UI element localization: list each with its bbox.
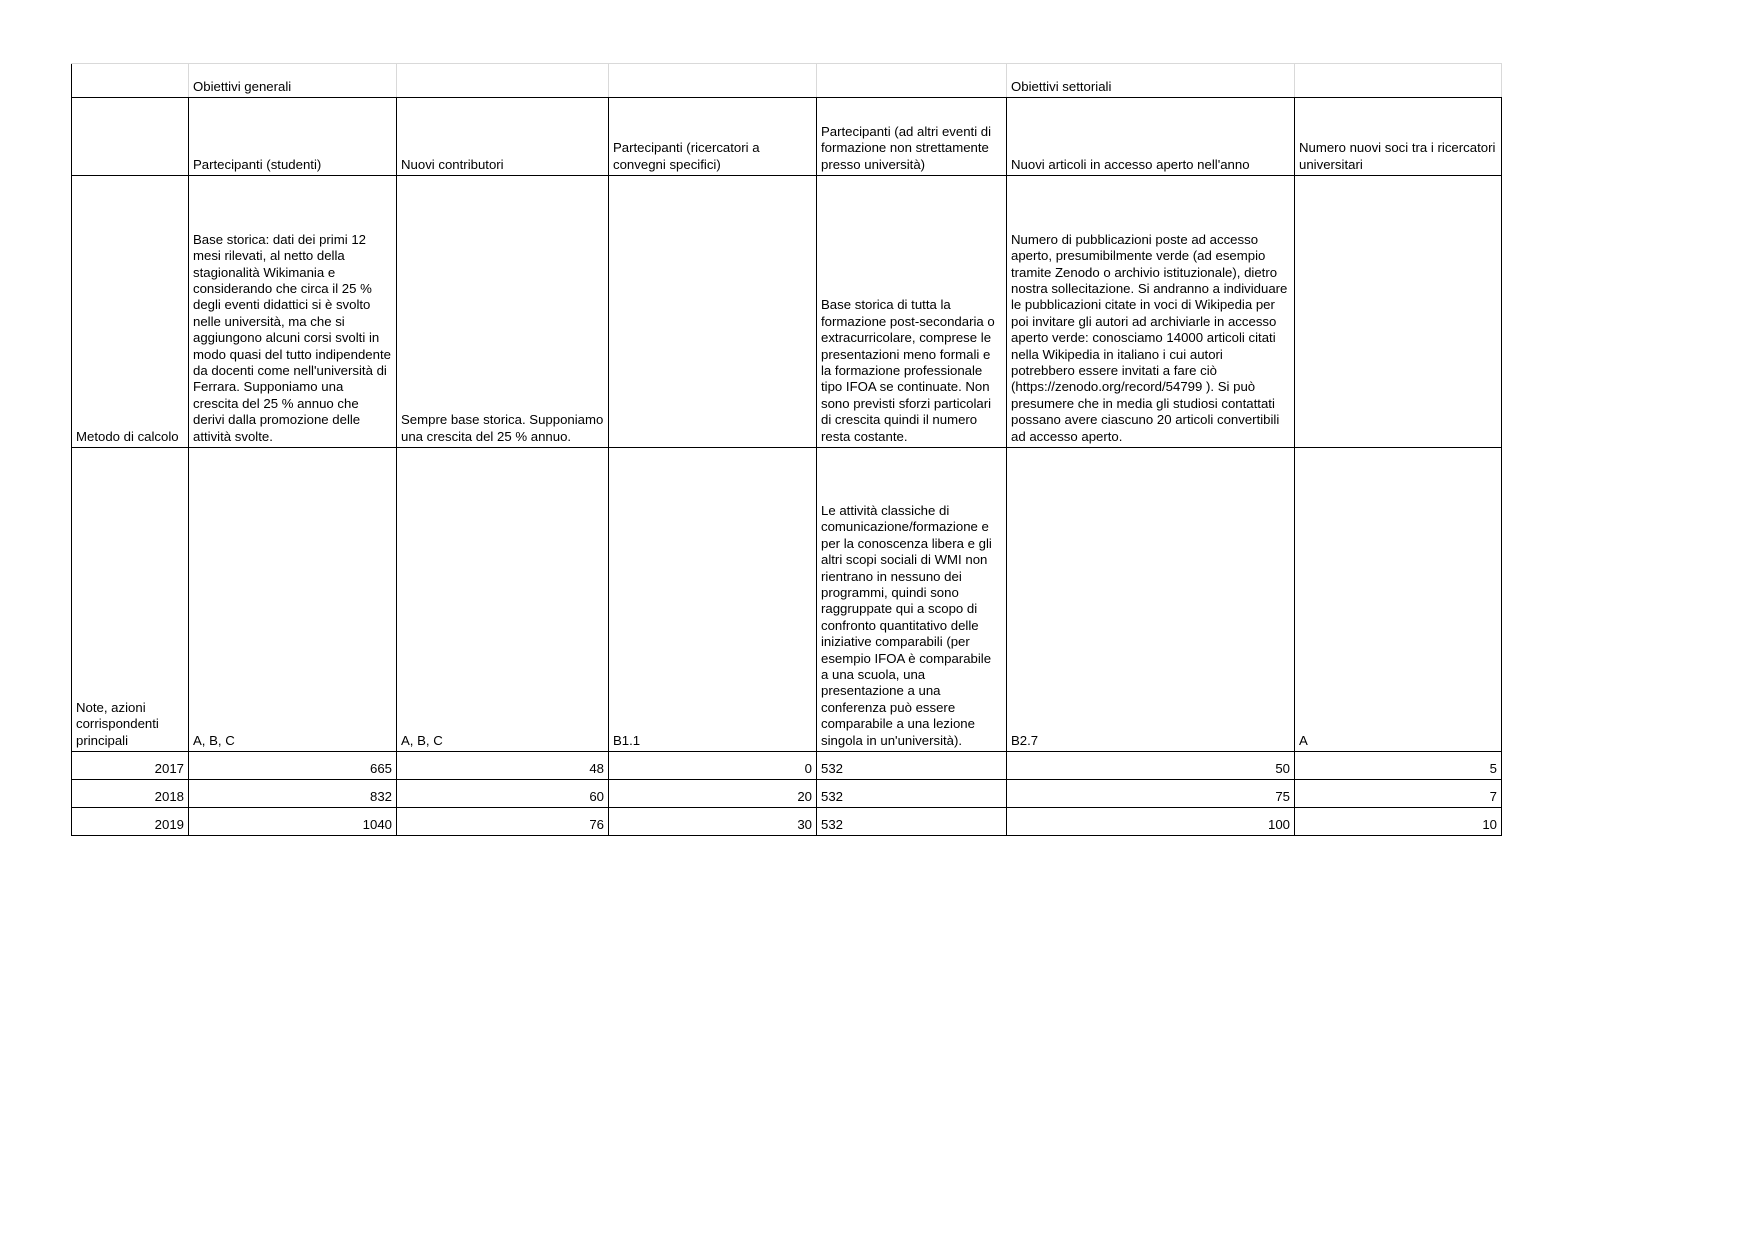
group-header-spacer-2 (609, 64, 817, 98)
table-row (72, 752, 1502, 780)
data-partecipanti-altri-eventi: 532 (817, 808, 1007, 836)
data-year: 2019 (72, 808, 189, 836)
data-partecipanti-studenti: 832 (189, 780, 397, 808)
metodo-nuovi-soci (1295, 176, 1502, 448)
data-nuovi-soci: 10 (1295, 808, 1502, 836)
column-header-partecipanti-studenti: Partecipanti (studenti) (189, 98, 397, 176)
metodo-nuovi-articoli: Numero di pubblicazioni poste ad accesso aperto, presumibilmente verde (ad esempio tramite Zenodo o archivio istituzionale), dietro nostra sollecitazione. Si andranno a individuare le pubblicazioni citate in voci di Wikipedia per poi invitare gli autori ad archiviarle in accesso aperto verde: conosciamo 14000 articoli citati nella Wikipedia in italiano i cui autori potrebbero essere invitati a fare ciò (https://zenodo.org/record/54799 ). Si può presumere che in media gli studiosi contattati possano avere ciascuno 20 articoli convertibili ad accesso aperto. (1007, 176, 1295, 448)
data-year: 2018 (72, 780, 189, 808)
metodo-partecipanti-studenti: Base storica: dati dei primi 12 mesi rilevati, al netto della stagionalità Wikimania e considerando che circa il 25 % degli eventi didattici si è svolto nelle università, ma che si aggiungono alcuni corsi svolti in modo quasi del tutto indipendente da docenti come nell'università di Ferrara. Supponiamo una crescita del 25 % annuo che derivi dalla promozione delle attività svolte. (189, 176, 397, 448)
group-header-spacer-1 (397, 64, 609, 98)
data-partecipanti-studenti: 1040 (189, 808, 397, 836)
row-label-note-azioni: Note, azioni corrispondenti principali (72, 448, 189, 752)
column-header-nuovi-soci: Numero nuovi soci tra i ricercatori universitari (1295, 98, 1502, 176)
column-header-nuovi-contributori: Nuovi contributori (397, 98, 609, 176)
data-nuovi-contributori: 48 (397, 752, 609, 780)
group-header-spacer-4 (1295, 64, 1502, 98)
data-nuovi-contributori: 60 (397, 780, 609, 808)
data-nuovi-soci: 5 (1295, 752, 1502, 780)
group-header-obiettivi-generali: Obiettivi generali (189, 64, 397, 98)
data-partecipanti-ricercatori: 20 (609, 780, 817, 808)
column-header-nuovi-articoli: Nuovi articoli in accesso aperto nell'anno (1007, 98, 1295, 176)
note-nuovi-soci: A (1295, 448, 1502, 752)
column-header-partecipanti-ricercatori: Partecipanti (ricercatori a convegni specifici) (609, 98, 817, 176)
data-nuovi-articoli: 50 (1007, 752, 1295, 780)
metodo-nuovi-contributori: Sempre base storica. Supponiamo una crescita del 25 % annuo. (397, 176, 609, 448)
note-partecipanti-studenti: A, B, C (189, 448, 397, 752)
column-header-partecipanti-altri-eventi: Partecipanti (ad altri eventi di formazione non strettamente presso università) (817, 98, 1007, 176)
indicators-table (71, 63, 1502, 836)
data-nuovi-articoli: 100 (1007, 808, 1295, 836)
table-row-note-azioni (72, 448, 1502, 752)
note-partecipanti-ricercatori: B1.1 (609, 448, 817, 752)
data-nuovi-contributori: 76 (397, 808, 609, 836)
metodo-partecipanti-ricercatori (609, 176, 817, 448)
note-nuovi-contributori: A, B, C (397, 448, 609, 752)
data-year: 2017 (72, 752, 189, 780)
data-nuovi-articoli: 75 (1007, 780, 1295, 808)
data-partecipanti-studenti: 665 (189, 752, 397, 780)
row-label-metodo-di-calcolo: Metodo di calcolo (72, 176, 189, 448)
column-header-empty (72, 98, 189, 176)
table-column-header-row (72, 98, 1502, 176)
group-header-spacer-3 (817, 64, 1007, 98)
table-row-metodo-di-calcolo (72, 176, 1502, 448)
note-partecipanti-altri-eventi: Le attività classiche di comunicazione/formazione e per la conoscenza libera e gli altri scopi sociali di WMI non rientrano in nessuno dei programmi, quindi sono raggruppate qui a scopo di confronto quantitativo delle iniziative comparabili (per esempio IFOA è comparabile a una scuola, una presentazione a una conferenza può essere comparabile a una lezione singola in un'università). (817, 448, 1007, 752)
data-nuovi-soci: 7 (1295, 780, 1502, 808)
note-nuovi-articoli: B2.7 (1007, 448, 1295, 752)
metodo-partecipanti-altri-eventi: Base storica di tutta la formazione post-secondaria o extracurricolare, comprese le presentazioni meno formali e la formazione professionale tipo IFOA se continuate. Non sono previsti sforzi particolari di crescita quindi il numero resta costante. (817, 176, 1007, 448)
data-partecipanti-altri-eventi: 532 (817, 780, 1007, 808)
table-row (72, 808, 1502, 836)
data-partecipanti-ricercatori: 0 (609, 752, 817, 780)
data-partecipanti-altri-eventi: 532 (817, 752, 1007, 780)
table-group-header-row (72, 64, 1502, 98)
table-row (72, 780, 1502, 808)
group-header-obiettivi-settoriali: Obiettivi settoriali (1007, 64, 1295, 98)
data-partecipanti-ricercatori: 30 (609, 808, 817, 836)
group-header-empty (72, 64, 189, 98)
